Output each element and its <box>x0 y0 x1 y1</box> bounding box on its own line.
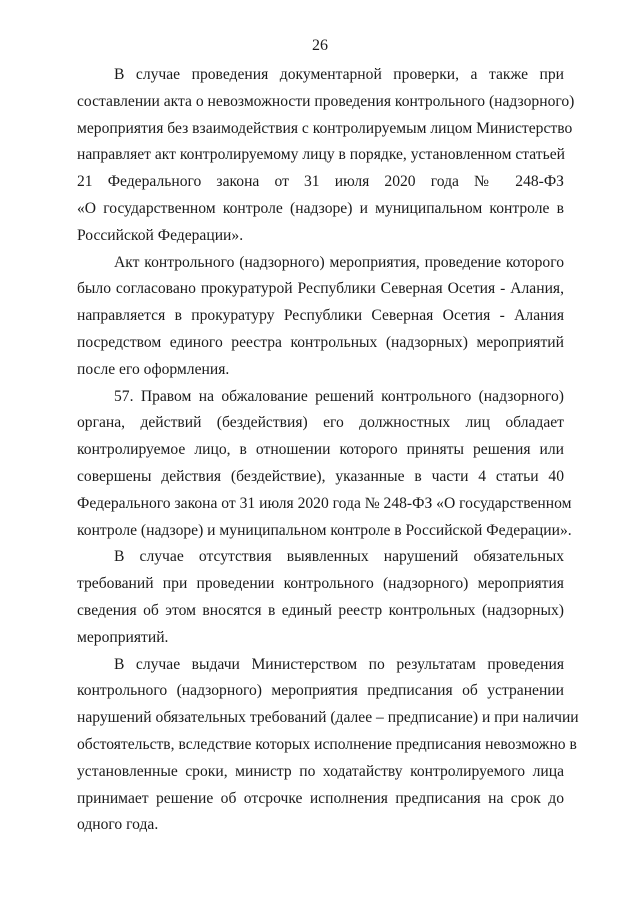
document-body <box>77 62 579 839</box>
text-line: Акт контрольного (надзорного) мероприятия, проведение которого <box>114 253 564 271</box>
text-line: контролируемое лицо, в отношении которого приняты решения или <box>77 441 564 459</box>
text-line: мероприятий. <box>77 628 169 646</box>
text-line: направляется в прокуратуру Республики Северная Осетия - Алания <box>77 307 564 325</box>
text-line: В случае проведения документарной проверки, а также при <box>114 66 564 83</box>
paragraph-documentary-inspection <box>77 62 575 250</box>
text-line: В случае отсутствия выявленных нарушений обязательных <box>114 548 564 566</box>
text-line: было согласовано прокуратурой Республики Северная Осетия - Алания, <box>77 280 564 298</box>
text-line: совершены действия (бездействие), указанные в части 4 статьи 40 <box>77 467 564 485</box>
text-line: Российской Федерации». <box>77 226 244 244</box>
text-line: посредством единого реестра контрольных (надзорных) мероприятий <box>77 333 564 351</box>
text-line: одного года. <box>77 816 159 834</box>
text-line: составлении акта о невозможности проведения контрольного (надзорного) <box>77 92 575 110</box>
text-line: В случае выдачи Министерством по результатам проведения <box>114 655 564 673</box>
text-line: принимает решение об отсрочке исполнения предписания на срок до <box>77 789 564 807</box>
text-line: после его оформления. <box>77 360 230 378</box>
text-line: «О государственном контроле (надзоре) и муниципальном контроле в <box>77 199 564 217</box>
text-line: Федерального закона от 31 июля 2020 года № 248-ФЗ «О государственном <box>77 494 572 512</box>
text-line: органа, действий (бездействия) его должностных лиц обладает <box>77 414 564 432</box>
page-number: 26 <box>312 37 328 54</box>
paragraph-no-violations <box>77 544 564 651</box>
text-line: 21 Федерального закона от 31 июля 2020 года № 248-ФЗ <box>77 173 564 191</box>
text-line: 57. Правом на обжалование решений контрольного (надзорного) <box>114 387 564 405</box>
text-line: мероприятия без взаимодействия с контролируемым лицом Министерство <box>77 119 573 137</box>
paragraph-57-appeal-right <box>77 384 572 545</box>
text-line: контроле (надзоре) и муниципальном контроле в Российской Федерации». <box>77 521 572 539</box>
text-line: сведения об этом вносятся в единый реестр контрольных (надзорных) <box>77 601 564 619</box>
paragraph-prosecutor-act <box>77 250 564 384</box>
text-line: контрольного (надзорного) мероприятия предписания об устранении <box>77 682 564 700</box>
text-line: установленные сроки, министр по ходатайству контролируемого лица <box>77 762 564 780</box>
text-line: направляет акт контролируемому лицу в порядке, установленном статьей <box>77 146 565 164</box>
text-line: обстоятельств, вследствие которых исполнение предписания невозможно в <box>77 735 577 753</box>
paragraph-prescription-deferral <box>77 652 579 840</box>
text-line: требований при проведении контрольного (надзорного) мероприятия <box>77 575 564 593</box>
text-line: нарушений обязательных требований (далее – предписание) и при наличии <box>77 709 579 727</box>
